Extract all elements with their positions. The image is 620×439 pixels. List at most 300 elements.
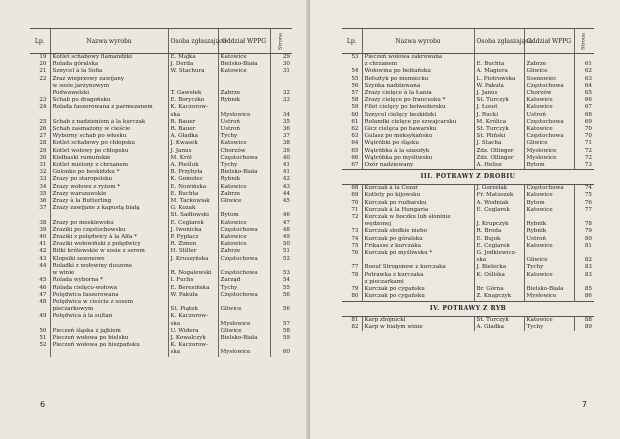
cell-nazwa: w winie (50, 270, 168, 277)
cell-strona: 74 (574, 185, 594, 193)
cell-nazwa: Wyborny schab po włosku (50, 133, 168, 140)
cell-oddzial: Zarząd (218, 277, 270, 284)
cell-nazwa: Szynka nadziewana (362, 83, 474, 90)
cell-lp (342, 221, 362, 228)
cell-lp (30, 112, 50, 119)
cell-nazwa: Rolada cielęco-wołowa (50, 285, 168, 292)
cell-lp: 26 (39, 126, 47, 133)
cell-nazwa: Kurczak à la Cezar (362, 185, 474, 193)
cell-osoba: E. Bujok (474, 236, 524, 243)
cell-strona: 31 (270, 68, 292, 75)
cell-osoba: E. Nowińska (168, 184, 218, 191)
table-row (342, 104, 594, 111)
cell-osoba: J. Bielecka (474, 264, 524, 271)
table-row (342, 264, 594, 271)
cell-strona: 69 (574, 119, 594, 126)
cell-strona: 45 (270, 198, 292, 205)
table-row (30, 256, 292, 263)
cell-strona (270, 299, 292, 306)
table-row (30, 155, 292, 162)
cell-nazwa: Rolada góralska (50, 61, 168, 68)
cell-nazwa: Wątróbki po śląsku (362, 140, 474, 147)
cell-nazwa: Polędwica w cieście z sosem (50, 299, 168, 306)
header-osoba: Osoba zgłaszająca (168, 29, 218, 54)
cell-osoba: Zdz. Ollinger (474, 155, 524, 162)
cell-lp: 56 (351, 82, 359, 89)
cell-strona: 56 (270, 292, 292, 299)
table-row (30, 292, 292, 299)
cell-nazwa: Wątróbka à la szaszłyk (362, 148, 474, 155)
cell-lp: 72 (351, 214, 359, 221)
cell-osoba: J. Kwasek (168, 140, 218, 147)
cell-oddzial: Gliwice (524, 140, 574, 147)
cell-nazwa: Gicz cielęca po bawarsku (362, 126, 474, 133)
cell-nazwa: Sznycel à la Sofia (50, 68, 168, 75)
cell-nazwa: Kurczak po góralsku (362, 236, 474, 243)
cell-lp: 29 (39, 147, 47, 154)
cell-osoba: J. Derda (168, 61, 218, 68)
cell-strona: 52 (270, 256, 292, 263)
cell-oddzial: Bielsko-Biała (524, 286, 574, 293)
cell-oddzial: Mysłowice (524, 293, 574, 301)
cell-nazwa: Schab zasmażony w cieście (50, 126, 168, 133)
cell-oddzial: Rybnik (218, 97, 270, 104)
cell-oddzial (524, 54, 574, 62)
cell-oddzial: Bytom (524, 162, 574, 170)
cell-nazwa: Polędwica faszerowana (50, 292, 168, 299)
cell-lp: 21 (39, 68, 47, 75)
table-row (342, 155, 594, 162)
cell-strona (270, 205, 292, 212)
cell-oddzial: Częstochowa (524, 133, 574, 140)
cell-oddzial: Bielsko-Biała (218, 335, 270, 342)
cell-osoba: ska (168, 112, 218, 119)
cell-oddzial: Mysłowice (218, 349, 270, 356)
cell-nazwa: w sosie jarzynowym (50, 83, 168, 90)
table-row (342, 250, 594, 257)
cell-strona: 62 (574, 68, 594, 75)
cell-lp: 64 (351, 140, 359, 147)
cell-oddzial: Sosnowiec (524, 76, 574, 83)
table-row (30, 176, 292, 183)
cell-oddzial: Tychy (524, 324, 574, 331)
cell-nazwa: Golonko po beskidzku * (50, 169, 168, 176)
table-row (342, 243, 594, 250)
cell-nazwa: Zraziki po częstochowsku (50, 227, 168, 234)
table-row (30, 162, 292, 169)
table-row (30, 97, 292, 104)
cell-lp: 58 (351, 97, 359, 104)
cell-lp: 19 (39, 54, 47, 60)
cell-osoba: ska (474, 257, 524, 264)
cell-lp: 34 (39, 183, 47, 190)
cell-oddzial: Częstochowa (218, 292, 270, 299)
table-row (342, 228, 594, 235)
cell-lp: 23 (39, 97, 47, 104)
cell-lp (30, 270, 50, 277)
cell-lp (30, 349, 50, 356)
cell-osoba: St. Piątek (168, 306, 218, 313)
cell-osoba (474, 54, 524, 62)
cell-strona: 36 (270, 126, 292, 133)
cell-oddzial: Tychy (524, 264, 574, 271)
cell-strona: 85 (574, 286, 594, 293)
cell-strona: 82 (574, 257, 594, 264)
cell-osoba: A. Gładka (474, 324, 524, 331)
cell-osoba (168, 263, 218, 270)
cell-strona: 38 (270, 140, 292, 147)
cell-lp: 35 (39, 190, 47, 197)
table-row (30, 205, 292, 212)
table-row (30, 248, 292, 255)
cell-osoba: Br. Górna (474, 286, 524, 293)
page-number-right: 7 (581, 400, 587, 409)
cell-nazwa: Kiełbaski rumuńskie (50, 155, 168, 162)
cell-lp: 24 (39, 104, 47, 111)
cell-strona: 64 (574, 83, 594, 90)
cell-strona: 73 (574, 162, 594, 170)
cell-strona: 65 (574, 90, 594, 97)
cell-nazwa: Polędwica à la sultan (50, 313, 168, 320)
cell-nazwa: Podwawelski (50, 90, 168, 97)
cell-nazwa: Ozór nadziewany (362, 162, 474, 170)
cell-lp (30, 321, 50, 328)
cell-strona: 47 (270, 220, 292, 227)
table-row (342, 140, 594, 147)
table-row (342, 185, 594, 193)
cell-oddzial: Chorzów (218, 148, 270, 155)
cell-strona: 50 (270, 241, 292, 248)
cell-strona: 29 (270, 54, 292, 62)
cell-lp (30, 306, 50, 313)
table-row (30, 299, 292, 306)
cell-strona: 89 (574, 324, 594, 331)
table-row (30, 227, 292, 234)
cell-oddzial: Katowice (524, 192, 574, 199)
cell-nazwa: Roladki z wołowiny duszone (50, 263, 168, 270)
cell-nazwa: Potrawka z kurczaka (362, 272, 474, 279)
cell-lp: 76 (351, 250, 359, 257)
section-title: IV. POTRAWY Z RYB (342, 301, 594, 316)
section-heading (342, 301, 594, 316)
cell-oddzial: Tychy (218, 133, 270, 140)
cell-lp: 75 (351, 242, 359, 249)
cell-lp: 45 (39, 277, 47, 284)
cell-osoba (474, 214, 524, 221)
table-row (30, 169, 292, 176)
table-row (342, 90, 594, 97)
cell-lp: 82 (351, 323, 359, 330)
section-title: III. POTRAWY Z DROBIU (342, 170, 594, 185)
cell-strona: 43 (270, 184, 292, 191)
cell-lp: 66 (351, 154, 359, 161)
cell-lp: 69 (351, 192, 359, 199)
cell-oddzial: Katowice (524, 104, 574, 111)
cell-lp (342, 61, 362, 68)
cell-oddzial (218, 263, 270, 270)
table-row (342, 236, 594, 243)
cell-strona: 56 (270, 306, 292, 313)
cell-oddzial (218, 205, 270, 212)
cell-lp: 61 (351, 118, 359, 125)
cell-oddzial: Katowice (218, 184, 270, 191)
cell-nazwa: Schab po dragońsku (50, 97, 168, 104)
cell-lp: 27 (39, 133, 47, 140)
table-row (30, 285, 292, 292)
cell-oddzial: Mysłowice (524, 155, 574, 162)
cell-oddzial: Katowice (218, 140, 270, 147)
cell-lp: 46 (39, 284, 47, 291)
cell-strona: 59 (270, 335, 292, 342)
cell-lp: 63 (351, 133, 359, 140)
cell-lp: 47 (39, 291, 47, 298)
header-strona: Strona (270, 29, 292, 54)
cell-nazwa: Bitki królewskie w sosie z serem (50, 248, 168, 255)
table-row (342, 119, 594, 126)
cell-lp: 65 (351, 147, 359, 154)
table-row (342, 76, 594, 83)
cell-osoba: St. Turczyk (474, 97, 524, 104)
cell-nazwa: pieczarkowym (50, 306, 168, 313)
cell-lp: 43 (39, 255, 47, 262)
cell-strona (270, 342, 292, 349)
cell-osoba: ska (168, 321, 218, 328)
cell-nazwa: Zrazy warszawskie (50, 191, 168, 198)
cell-oddzial (218, 313, 270, 320)
table-row (30, 277, 292, 284)
cell-osoba: Zdz. Ollinger (474, 148, 524, 155)
cell-osoba: R. Nogalewski (168, 270, 218, 277)
table-row (342, 221, 594, 228)
table-row (30, 126, 292, 133)
cell-lp: 40 (39, 234, 47, 241)
table-row (30, 184, 292, 191)
cell-oddzial: Tychy (218, 162, 270, 169)
cell-strona: 34 (270, 112, 292, 119)
cell-nazwa: z chrzanem (362, 61, 474, 68)
table-row (30, 342, 292, 349)
cell-nazwa: Kurczak à la Hungaria (362, 207, 474, 214)
cell-nazwa: Pieczeń wołowa zakrowana (362, 54, 474, 62)
cell-oddzial (218, 342, 270, 349)
table-row (342, 272, 594, 279)
cell-lp: 41 (39, 241, 47, 248)
cell-osoba (168, 83, 218, 90)
cell-strona: 77 (574, 207, 594, 214)
cell-osoba: I. Fuchs (168, 277, 218, 284)
header-nazwa: Nazwa wyrobu (50, 29, 168, 54)
cell-osoba: E. Majka (168, 54, 218, 62)
cell-lp: 52 (39, 342, 47, 349)
cell-strona: 72 (574, 148, 594, 155)
cell-strona: 57 (270, 321, 292, 328)
cell-oddzial: Katowice (218, 68, 270, 75)
cell-nazwa: Klopsiki sezonowe (50, 256, 168, 263)
cell-nazwa: Rolada wyborna * (50, 277, 168, 284)
cell-osoba: M. Król (168, 155, 218, 162)
cell-oddzial: Gliwice (218, 198, 270, 205)
cell-osoba: E. Boryczko (168, 97, 218, 104)
table-row (30, 313, 292, 320)
cell-lp: 77 (351, 264, 359, 271)
table-row (30, 328, 292, 335)
cell-oddzial: Rybnik (218, 176, 270, 183)
cell-strona: 49 (270, 234, 292, 241)
cell-oddzial: Zabrze (218, 90, 270, 97)
cell-nazwa: Rolada faszerowana z parmezanem (50, 104, 168, 111)
cell-nazwa: Zrazy zawijane z kapustą białą (50, 205, 168, 212)
cell-lp: 33 (39, 176, 47, 183)
header-oddzial: Oddział WPPG (524, 29, 574, 54)
cell-oddzial: Ustroń (218, 119, 270, 126)
cell-strona (574, 279, 594, 286)
table-row (30, 270, 292, 277)
cell-lp: 70 (351, 199, 359, 206)
cell-lp: 59 (351, 104, 359, 111)
table-row (30, 133, 292, 140)
header-lp: Lp. (342, 29, 362, 54)
cell-nazwa: Sznycel cielęcy beskidzki (362, 112, 474, 119)
table-row (342, 162, 594, 170)
cell-nazwa: Zrazy à la Butterling (50, 198, 168, 205)
cell-nazwa: Filet cielęcy po bełwedersku (362, 104, 474, 111)
cell-nazwa: Kotlet wołowy po chłopsku (50, 148, 168, 155)
cell-osoba: J. Stacha (474, 140, 524, 147)
cell-strona: 76 (574, 200, 594, 207)
table-header (342, 29, 594, 54)
cell-osoba: P. Pypłacz (168, 234, 218, 241)
table-row (30, 83, 292, 90)
cell-lp (30, 90, 50, 97)
cell-lp: 49 (39, 313, 47, 320)
cell-nazwa: Kurczak po cygańsku (362, 293, 474, 301)
table-row (342, 200, 594, 207)
cell-lp: 38 (39, 219, 47, 226)
right-page (310, 0, 620, 439)
cell-strona: 44 (270, 191, 292, 198)
cell-nazwa: Karp zbójnicki (362, 316, 474, 324)
cell-nazwa: Kotlet mielony z chrzanem (50, 162, 168, 169)
table-header (30, 29, 292, 54)
cell-nazwa: Rolandki cielęce po szwajcarsku (362, 119, 474, 126)
cell-osoba: H. Stiller (168, 248, 218, 255)
cell-strona: 80 (574, 236, 594, 243)
cell-osoba: B. Przybyła (168, 169, 218, 176)
table-row (30, 119, 292, 126)
cell-oddzial: Ustroń (524, 112, 574, 119)
cell-lp: 22 (39, 75, 47, 82)
cell-lp: 25 (39, 118, 47, 125)
table-row (30, 148, 292, 155)
cell-lp: 31 (39, 162, 47, 169)
cell-lp: 62 (351, 126, 359, 133)
cell-oddzial: Bytom (524, 200, 574, 207)
cell-strona: 55 (270, 285, 292, 292)
cell-oddzial: Zabrze (524, 61, 574, 68)
cell-nazwa: Gulasz po meksykańsku (362, 133, 474, 140)
cell-strona (270, 76, 292, 83)
cell-strona: 72 (574, 155, 594, 162)
cell-nazwa: Zrazy po moskiewsku (50, 220, 168, 227)
cell-osoba (474, 279, 524, 286)
cell-oddzial: Katowice (524, 243, 574, 250)
table-row (30, 349, 292, 356)
table-row (30, 212, 292, 219)
cell-strona: 75 (574, 192, 594, 199)
table-row (342, 324, 594, 331)
cell-osoba: Fr. Matuszek (474, 192, 524, 199)
cell-oddzial: Ustroń (524, 236, 574, 243)
cell-osoba: St. Turczyk (474, 316, 524, 324)
cell-strona: 88 (574, 316, 594, 324)
cell-osoba: E. Buchta (474, 61, 524, 68)
cell-oddzial: Częstochowa (218, 227, 270, 234)
cell-strona: 63 (574, 76, 594, 83)
cell-osoba: K. Gomolec (168, 176, 218, 183)
cell-oddzial: Gliwice (218, 328, 270, 335)
cell-osoba: R. Zimon (168, 241, 218, 248)
cell-lp: 79 (351, 286, 359, 293)
cell-lp: 36 (39, 198, 47, 205)
cell-nazwa: Zrazy wołowe z ryżem * (50, 184, 168, 191)
cell-oddzial (218, 83, 270, 90)
cell-oddzial: Częstochowa (218, 256, 270, 263)
cell-oddzial: Bytom (218, 212, 270, 219)
cell-osoba: R. Bauer (168, 126, 218, 133)
cell-oddzial: Katowice (524, 126, 574, 133)
cell-oddzial: Częstochowa (524, 185, 574, 193)
table-row (30, 76, 292, 83)
cell-osoba: M. Tackowiak (168, 198, 218, 205)
cell-nazwa: Pieczeń śląska z jajkiem (50, 328, 168, 335)
cell-osoba: A. Wodniak (474, 200, 524, 207)
cell-osoba: J. Iwonicka (168, 227, 218, 234)
cell-osoba: J. Janus (474, 90, 524, 97)
cell-strona: 79 (574, 228, 594, 235)
cell-oddzial: Mysłowice (218, 321, 270, 328)
cell-osoba: E. Beresińska (168, 285, 218, 292)
header-strona: Strona (574, 29, 594, 54)
page-number-left: 6 (40, 400, 46, 409)
cell-lp (30, 83, 50, 90)
cell-oddzial: Częstochowa (218, 155, 270, 162)
cell-strona: 58 (270, 328, 292, 335)
cell-strona (574, 250, 594, 257)
cell-lp: 42 (39, 248, 47, 255)
cell-strona (574, 54, 594, 62)
cell-strona: 70 (574, 133, 594, 140)
cell-oddzial: Katowice (524, 316, 574, 324)
cell-oddzial (218, 299, 270, 306)
cell-nazwa: Kotlet schabowy flamandzki (50, 54, 168, 62)
cell-osoba: St. Turczyk (474, 126, 524, 133)
cell-lp: 67 (351, 162, 359, 169)
cell-oddzial: Rybnik (524, 221, 574, 228)
cell-oddzial: Bielsko-Biała (218, 169, 270, 176)
cell-lp: 78 (351, 271, 359, 278)
cell-strona: 46 (270, 212, 292, 219)
table-row (342, 214, 594, 221)
cell-osoba: W. Pakuła (168, 292, 218, 299)
table-row (342, 83, 594, 90)
cell-nazwa: Wątróbka po myśliwsku (362, 155, 474, 162)
cell-strona: 67 (574, 104, 594, 111)
cell-strona: 41 (270, 169, 292, 176)
table-row (30, 220, 292, 227)
cell-strona: 40 (270, 155, 292, 162)
cell-strona: 39 (270, 148, 292, 155)
cell-osoba: T. Gawełek (168, 90, 218, 97)
